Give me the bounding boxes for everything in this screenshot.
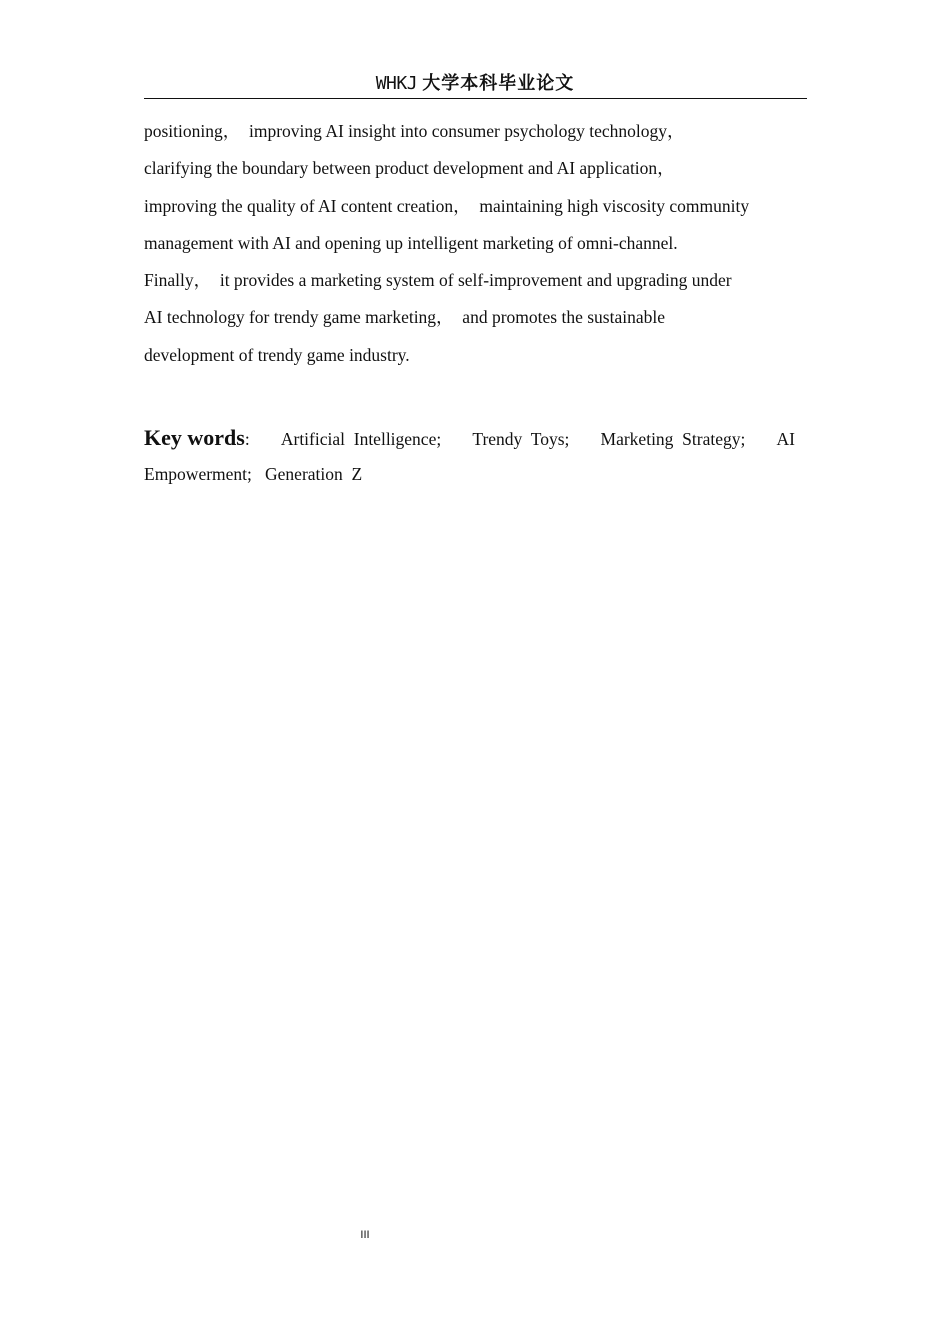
abstract-line: clarifying the boundary between product development and AI application， bbox=[144, 158, 675, 179]
keywords-row bbox=[144, 419, 795, 456]
keyword-item: Generation Z bbox=[265, 464, 363, 484]
keyword-item: AI bbox=[776, 429, 795, 449]
keyword-item: Marketing Strategy; bbox=[600, 429, 746, 449]
running-header bbox=[144, 70, 806, 98]
page-number: III bbox=[360, 1229, 370, 1241]
abstract-line: development of trendy game industry. bbox=[144, 344, 410, 365]
abstract-line: AI technology for trendy game marketing， and promotes the sustainable bbox=[144, 307, 665, 328]
header-thesis-title: 大学本科毕业论文 bbox=[422, 73, 575, 94]
keywords-label: Key words bbox=[144, 425, 245, 450]
keyword-item: Empowerment; bbox=[144, 464, 252, 484]
header-institution-code: WHKJ bbox=[375, 73, 418, 94]
abstract-line: Finally， it provides a marketing system of self-improvement and upgrading under bbox=[144, 270, 732, 291]
abstract-line: positioning， improving AI insight into consumer psychology technology， bbox=[144, 121, 685, 141]
header-rule bbox=[144, 98, 807, 99]
keyword-item: Artificial Intelligence; bbox=[280, 429, 442, 449]
keywords-colon: : bbox=[244, 429, 250, 449]
abstract-line: management with AI and opening up intelligent marketing of omni-channel. bbox=[144, 232, 678, 253]
keywords-block bbox=[144, 419, 795, 492]
keywords-heading bbox=[144, 419, 250, 458]
abstract-body bbox=[144, 113, 824, 374]
keywords-row bbox=[144, 456, 795, 492]
abstract-line: improving the quality of AI content creation， maintaining high viscosity community bbox=[144, 195, 750, 216]
keyword-item: Trendy Toys; bbox=[472, 429, 570, 449]
